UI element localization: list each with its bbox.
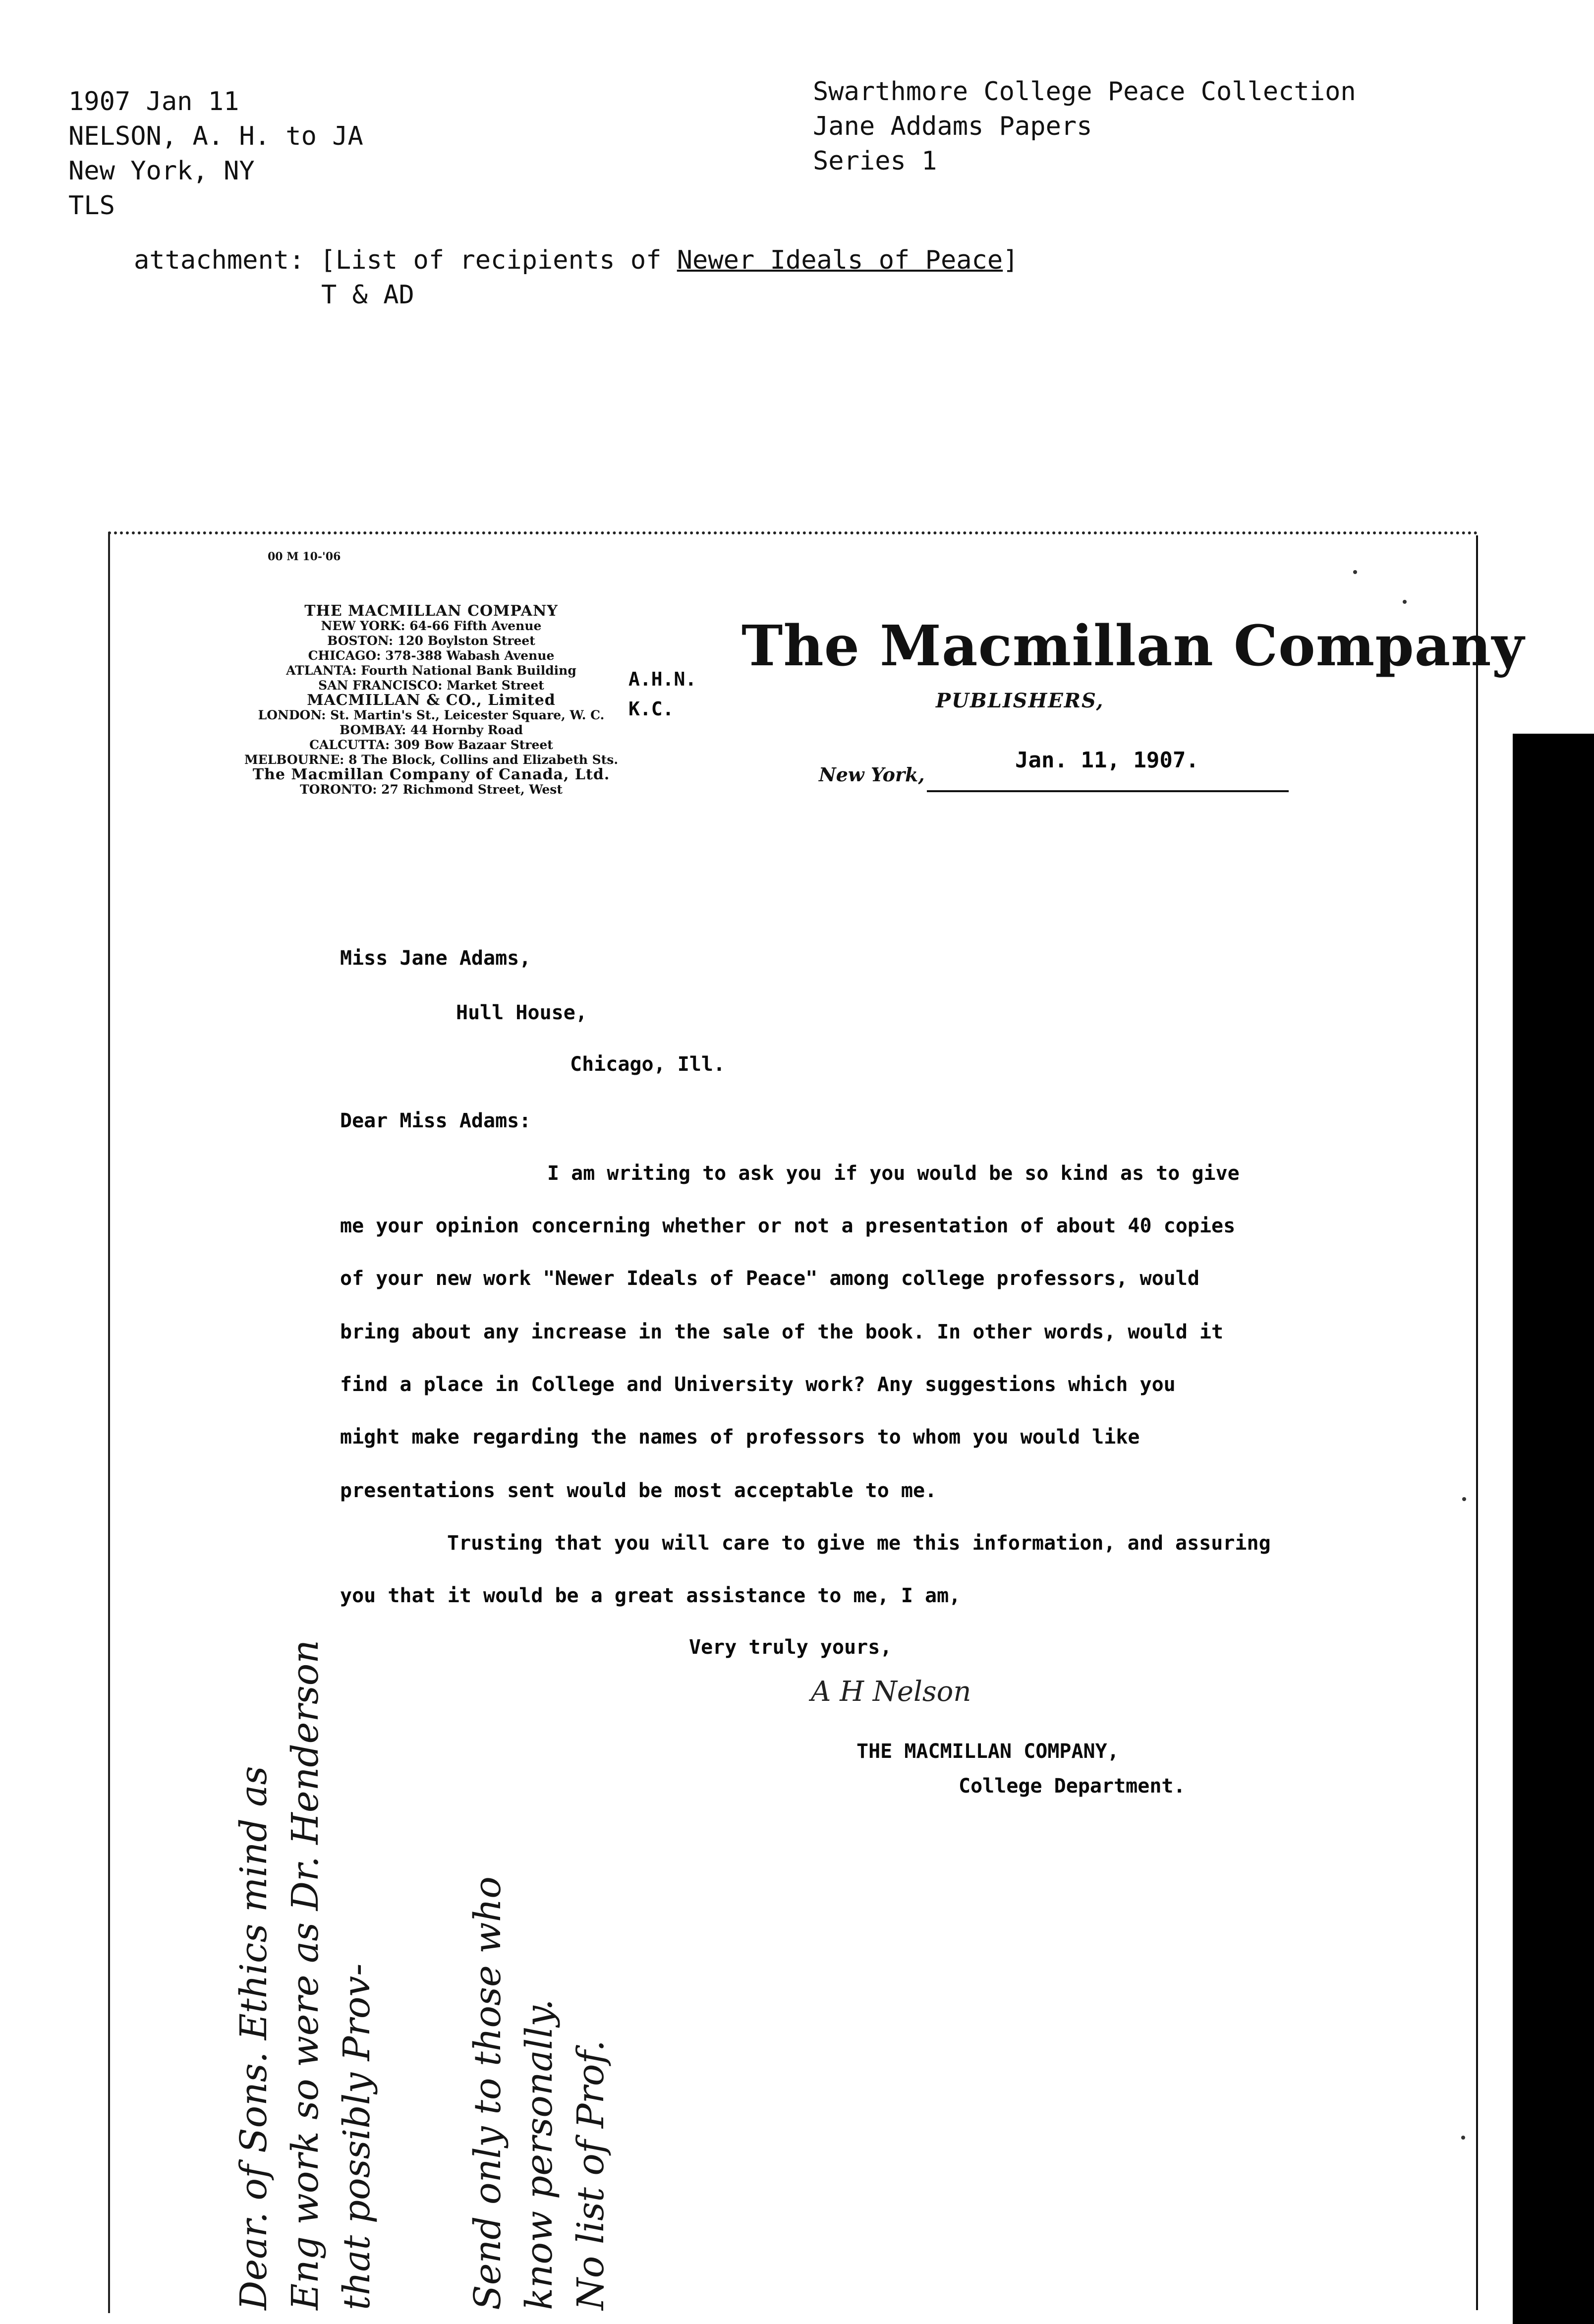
series-name: Series 1 [813, 146, 937, 176]
body-line: you that it would be a great assistance to me, I am, [340, 1584, 961, 1607]
attachment-prefix: attachment: [List of recipients of [134, 245, 677, 275]
scan-right-edge [1476, 535, 1478, 2310]
address-line-1: Hull House, [456, 1001, 587, 1024]
body-line: Trusting that you will care to give me this information, and assuring [447, 1532, 1271, 1555]
handwritten-signature: A H Nelson [811, 1676, 971, 1708]
address-line: LONDON: St. Martin's St., Leicester Square, W. C. [258, 708, 605, 722]
salutation: Dear Miss Adams: [340, 1109, 531, 1132]
note-line: Send only to those who [466, 1876, 509, 2310]
cover-metadata-right [813, 74, 1356, 178]
handwritten-margin-notes [228, 1640, 617, 2310]
address-line: NEW YORK: 64-66 Fifth Avenue [321, 619, 542, 633]
address-line: CALCUTTA: 309 Bow Bazaar Street [309, 738, 553, 752]
address-line: THE MACMILLAN COMPANY [304, 602, 558, 620]
body-line: me your opinion concerning whether or not a presentation of about 40 copies [340, 1215, 1236, 1237]
signoff-department: College Department. [959, 1775, 1186, 1798]
body-line: I am writing to ask you if you would be so kind as to give [547, 1162, 1240, 1185]
address-line: CHICAGO: 378-388 Wabash Avenue [308, 648, 555, 663]
scan-black-margin [1513, 734, 1594, 2324]
address-line: The Macmillan Company of Canada, Ltd. [252, 766, 610, 783]
address-line: BOSTON: 120 Boylston Street [327, 634, 535, 648]
addressee: Miss Jane Adams, [340, 947, 531, 970]
body-line: of your new work "Newer Ideals of Peace" among college professors, would [340, 1267, 1199, 1290]
body-line: find a place in College and University work? Any suggestions which you [340, 1373, 1176, 1396]
papers-name: Jane Addams Papers [813, 112, 1092, 141]
body-line: presentations sent would be most acceptable to me. [340, 1479, 937, 1502]
date-underline [927, 790, 1289, 792]
note-line: know personally. [518, 1999, 561, 2310]
cover-correspondents: NELSON, A. H. to JA [68, 121, 363, 151]
letterhead-code: 00 M 10-'06 [268, 550, 341, 563]
collection-name: Swarthmore College Peace Collection [813, 77, 1356, 107]
attachment-title: Newer Ideals of Peace [677, 245, 1003, 275]
attachment-note [134, 243, 1019, 278]
letterhead-addresses [243, 604, 620, 797]
closing: Very truly yours, [689, 1636, 892, 1659]
note-line: Dear. of Sons. Ethics mind as [232, 1766, 275, 2310]
publishers-label: PUBLISHERS, [936, 689, 1104, 712]
company-name: The Macmillan Company [741, 614, 1525, 679]
scan-speck [1403, 600, 1407, 604]
scan-speck [1461, 2136, 1465, 2140]
body-line: bring about any increase in the sale of the book. In other words, would it [340, 1321, 1224, 1343]
initials-line: K.C. [628, 698, 674, 720]
address-line: BOMBAY: 44 Hornby Road [340, 723, 523, 737]
scan-speck [1353, 570, 1357, 574]
address-line: MELBOURNE: 8 The Block, Collins and Elizabeth Sts. [244, 753, 619, 767]
address-line: TORONTO: 27 Richmond Street, West [300, 782, 563, 797]
note-gap [383, 1640, 462, 2310]
cover-place: New York, NY [68, 156, 255, 186]
address-line: ATLANTA: Fourth National Bank Building [286, 663, 576, 678]
signoff-company: THE MACMILLAN COMPANY, [856, 1740, 1119, 1763]
address-line: MACMILLAN & CO., Limited [307, 692, 556, 709]
cover-date: 1907 Jan 11 [68, 87, 239, 116]
body-line: might make regarding the names of professors to whom you would like [340, 1426, 1140, 1449]
note-line: Eng work so were as Dr. Henderson [284, 1639, 327, 2310]
address-line: SAN FRANCISCO: Market Street [318, 678, 544, 693]
cover-metadata-left [68, 84, 363, 223]
address-line-2: Chicago, Ill. [570, 1053, 726, 1076]
attachment-type: T & AD [321, 280, 414, 310]
note-line: that possibly Prov- [336, 1963, 378, 2310]
letter-place: New York, [819, 763, 925, 786]
scan-speck [1462, 1497, 1466, 1501]
cover-doc-type: TLS [68, 191, 115, 221]
attachment-suffix: ] [1003, 245, 1019, 275]
reference-initials [628, 664, 696, 724]
letter-date: Jan. 11, 1907. [1015, 748, 1199, 773]
initials-line: A.H.N. [628, 668, 697, 690]
note-line: No list of Prof. [569, 2040, 612, 2310]
